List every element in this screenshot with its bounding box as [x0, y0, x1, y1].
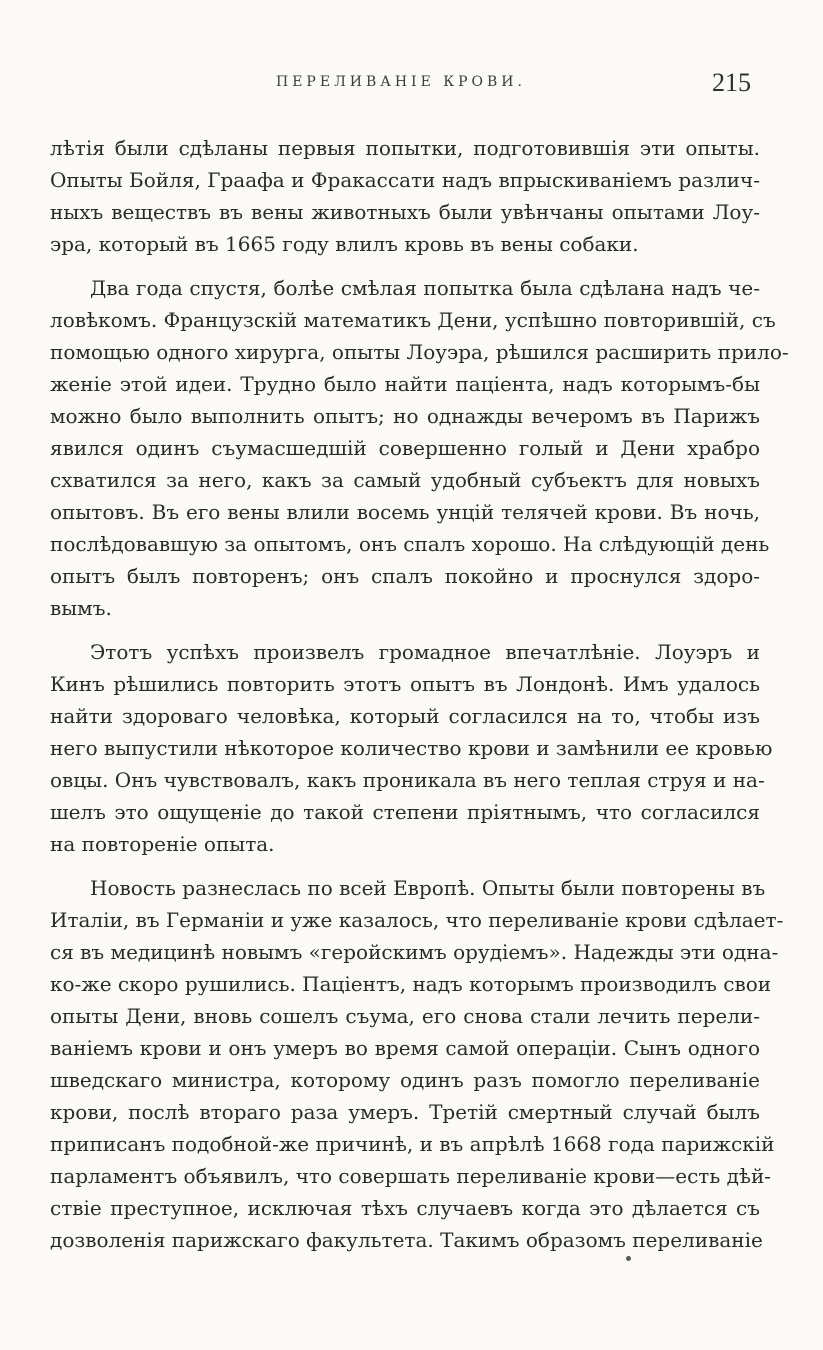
text-line: него выпустили нѣкоторое количество крови и замѣнили ее кровью	[50, 736, 773, 760]
text-line: эра, который въ 1665 году влилъ кровь въ вены собаки.	[50, 232, 639, 256]
page-number: 215	[712, 68, 751, 97]
paragraph	[50, 272, 789, 624]
paragraph-gap	[50, 860, 760, 872]
text-line: ныхъ веществъ въ вены животныхъ были увѣнчаны опытами Лоу-	[50, 200, 760, 224]
text-line: овцы. Онъ чувствовалъ, какъ проникала въ него теплая струя и на-	[50, 768, 765, 792]
text-line: опытъ былъ повторенъ; онъ спалъ покойно и проснулся здоро-	[50, 564, 760, 588]
text-line: вымъ.	[50, 596, 112, 620]
text-line: опытовъ. Въ его вены влили восемь унцій телячей крови. Въ ночь,	[50, 500, 760, 524]
text-line: послѣдовавшую за опытомъ, онъ спалъ хорошо. На слѣдующій день	[50, 532, 770, 556]
text-line: шведскаго министра, которому одинъ разъ помогло переливаніе	[50, 1068, 760, 1092]
ink-dot-mark	[626, 1256, 631, 1261]
text-line: на повтореніе опыта.	[50, 832, 275, 856]
text-line: можно было выполнить опытъ; но однажды вечеромъ въ Парижъ	[50, 404, 760, 428]
text-line: приписанъ подобной-же причинѣ, и въ апрѣлѣ 1668 года парижскій	[50, 1132, 775, 1156]
text-line: шелъ это ощущеніе до такой степени пріятнымъ, что согласился	[50, 800, 760, 824]
text-line: ловѣкомъ. Французскій математикъ Дени, успѣшно повторившій, съ	[50, 308, 776, 332]
text-line: Опыты Бойля, Граафа и Фракассати надъ впрыскиваніемъ различ-	[50, 168, 760, 192]
text-line: Кинъ рѣшились повторить этотъ опытъ въ Лондонѣ. Имъ удалось	[50, 672, 760, 696]
text-line: найти здороваго человѣка, который согласился на то, чтобы изъ	[50, 704, 760, 728]
text-line: дозволенія парижскаго факультета. Такимъ образомъ переливаніе	[50, 1228, 763, 1252]
text-line: ствіе преступное, исключая тѣхъ случаевъ когда это дѣлается съ	[50, 1196, 760, 1220]
body-text	[50, 132, 789, 1256]
paragraph	[50, 132, 760, 260]
paragraph	[50, 636, 773, 860]
text-line: женіе этой идеи. Трудно было найти паціента, надъ которымъ-бы	[50, 372, 760, 396]
text-line: парламентъ объявилъ, что совершать переливаніе крови—есть дѣй-	[50, 1164, 772, 1188]
text-line: Два года спустя, болѣе смѣлая попытка была сдѣлана надъ че-	[90, 276, 760, 300]
text-line: лѣтія были сдѣланы первыя попытки, подготовившія эти опыты.	[50, 136, 760, 160]
paragraph	[50, 872, 784, 1256]
text-line: явился одинъ съумасшедшій совершенно голый и Дени храбро	[50, 436, 760, 460]
text-line: ваніемъ крови и онъ умеръ во время самой операціи. Сынъ одного	[50, 1036, 760, 1060]
text-line: ко-же скоро рушились. Паціентъ, надъ которымъ производилъ свои	[50, 972, 772, 996]
text-line: схватился за него, какъ за самый удобный субъектъ для новыхъ	[50, 468, 760, 492]
text-line: ся въ медицинѣ новымъ «геройскимъ орудіемъ». Надежды эти одна-	[50, 940, 779, 964]
text-line: Италіи, въ Германіи и уже казалось, что переливаніе крови сдѣлает-	[50, 908, 784, 932]
text-line: Этотъ успѣхъ произвелъ громадное впечатлѣніе. Лоуэръ и	[90, 640, 760, 664]
paragraph-gap	[50, 624, 760, 636]
text-line: опыты Дени, вновь сошелъ съума, его снова стали лечить перели-	[50, 1004, 760, 1028]
paragraph-gap	[50, 260, 760, 272]
text-line: крови, послѣ втораго раза умеръ. Третій смертный случай былъ	[50, 1100, 760, 1124]
text-line: помощью одного хирурга, опыты Лоуэра, рѣшился расширить прило-	[50, 340, 789, 364]
running-head-title: ПЕРЕЛИВАНІЕ КРОВИ.	[276, 74, 526, 90]
text-line: Новость разнеслась по всей Европѣ. Опыты были повторены въ	[90, 876, 766, 900]
